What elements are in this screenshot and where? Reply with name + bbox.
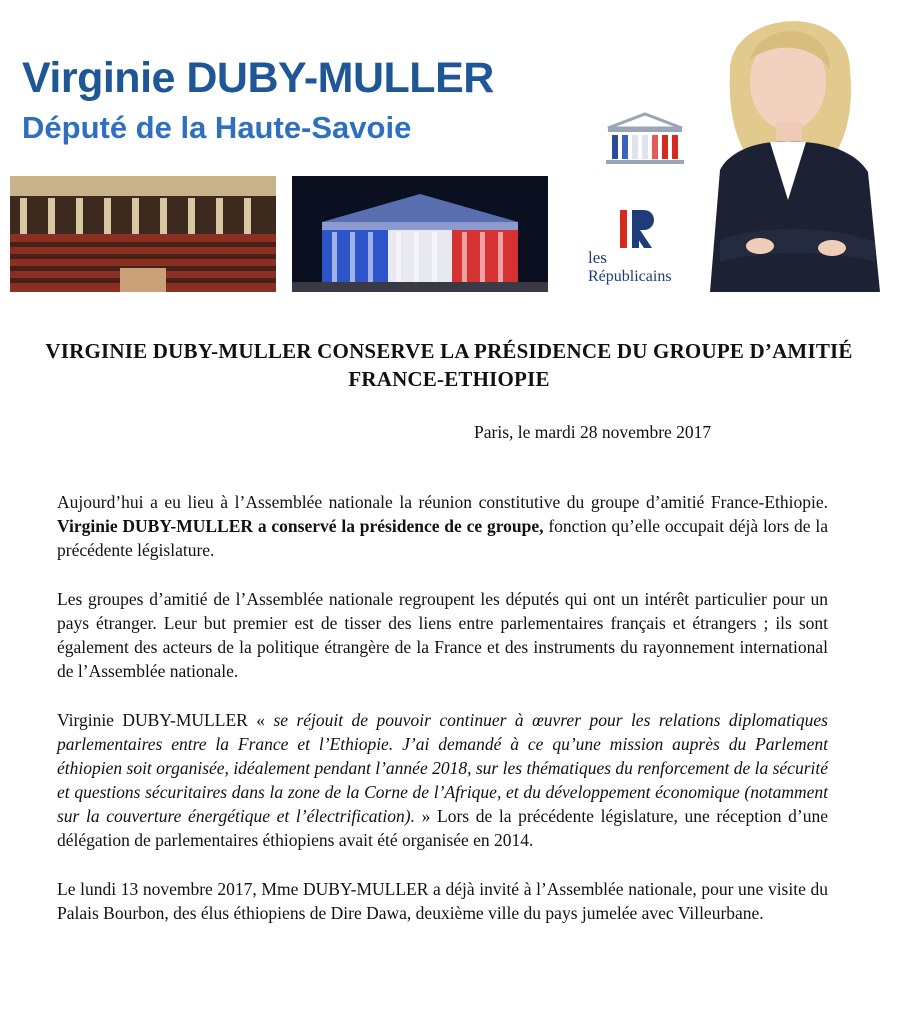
paragraph-1-bold: Virginie DUBY-MULLER a conservé la présidence de ce groupe, [57,516,544,536]
paragraph-3-quote: se réjouit de pouvoir continuer à œuvrer pour les relations diplomatiques parlementaires entre la France et l’Ethiopie. J’ai demandé à ce qu’une mission auprès du Parlement éthiopien soit organisée, idéalement pendant l’année 2018, sur les thématiques du renforcement de la sécurité et questions sécuritaires dans la zone de la Corne de l’Afrique, et du développement économique (notamment sur la couverture énergétique et l’électrification). [57,710,828,826]
paragraph-3-text-end: » Lors de la précédente législature, une réception d’une délégation de parlementaires éthiopiens avait été organisée en 2014. [57,806,828,850]
paragraph-4: Le lundi 13 novembre 2017, Mme DUBY-MULLER a déjà invité à l’Assemblée nationale, pour une visite du Palais Bourbon, des élus éthiopiens de Dire Dawa, deuxième ville du pays jumelée avec Villeurbane. [57,879,828,923]
paragraph-1 [57,490,828,562]
portrait-photo [690,0,898,292]
paragraph-3-text: Virginie DUBY-MULLER « [57,710,274,730]
press-release-body [57,490,828,950]
press-release-title: VIRGINIE DUBY-MULLER CONSERVE LA PRÉSIDENCE DU GROUPE D’AMITIÉ FRANCE-ETHIOPIE [45,339,853,391]
lr-les-text: les [588,248,607,267]
paragraph-2: Les groupes d’amitié de l’Assemblée nationale regroupent les députés qui ont un intérêt particulier pour un pays étranger. Leur but premier est de tisser des liens entre parlementaires français et étrangers ; ils sont également des acteurs de la politique étrangère de la France et des instruments du rayonnement international de l’Assemblée nationale. [57,589,828,681]
header-role: Député de la Haute-Savoie [22,110,412,145]
dateline: Paris, le mardi 28 novembre 2017 [474,422,712,442]
les-republicains-logo [586,206,696,290]
paragraph-3 [57,708,828,852]
paragraph-1-text: Aujourd’hui a eu lieu à l’Assemblée nationale la réunion constitutive du groupe d’amitié France-Ethiopie. [57,492,828,512]
paragraph-1-text-end: fonction qu’elle occupait déjà lors de la précédente législature. [57,516,828,560]
hemicycle-photo [10,176,276,292]
assemblee-nationale-logo [598,110,692,170]
palais-bourbon-photo [292,176,548,292]
header-name: Virginie DUBY-MULLER [22,54,494,102]
lr-republicains-text: Républicains [588,268,672,285]
lr-mark-icon [616,208,660,252]
